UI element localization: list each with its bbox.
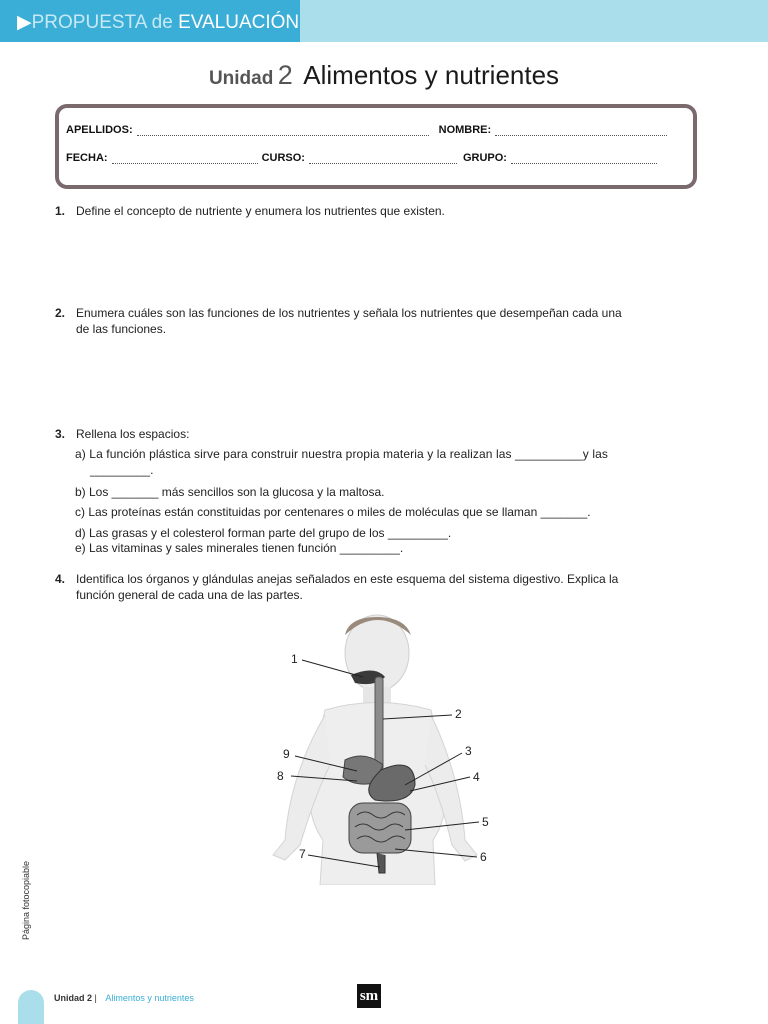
question-4 (55, 571, 705, 603)
fecha-label: FECHA: (66, 152, 108, 164)
diagram-label-8: 8 (277, 769, 284, 783)
nombre-label: NOMBRE: (438, 124, 492, 136)
question-number: 1. (55, 204, 66, 218)
grupo-field[interactable] (511, 153, 657, 164)
info-row-2 (66, 152, 661, 164)
fill-item-d: d) Las grasas y el colesterol forman parte del grupo de los _________. (75, 526, 452, 540)
unit-number: 2 (277, 60, 293, 90)
nombre-field[interactable] (495, 125, 667, 136)
diagram-label-3: 3 (465, 744, 472, 758)
footer-separator: | (94, 993, 97, 1003)
question-text: Define el concepto de nutriente y enumera los nutrientes que existen. (76, 204, 445, 218)
footer (54, 993, 194, 1003)
student-info-box (55, 104, 697, 189)
section-title (17, 11, 299, 35)
question-text-continued: función general de cada una de las partes. (76, 588, 303, 602)
diagram-label-5: 5 (482, 815, 489, 829)
question-text-continued: de las funciones. (76, 322, 167, 336)
question-number: 3. (55, 427, 66, 441)
question-number: 2. (55, 306, 66, 320)
diagram-label-1: 1 (291, 652, 298, 666)
question-3 (55, 426, 695, 442)
banner-word-evaluacion: EVALUACIÓN (178, 12, 300, 33)
fill-item-a-continued: _________. (90, 463, 154, 477)
fill-item-c: c) Las proteínas están constituidas por centenares o miles de moléculas que se llaman _______. (75, 505, 591, 519)
fill-item-a: a) La función plástica sirve para construir nuestra propia materia y la realizan las __________y las (75, 447, 608, 461)
curso-label: CURSO: (261, 152, 305, 164)
fill-item-b: b) Los _______ más sencillos son la glucosa y la maltosa. (75, 485, 385, 499)
unit-title: Alimentos y nutrientes (303, 60, 560, 90)
digestive-organs (343, 670, 415, 873)
question-number: 4. (55, 572, 66, 586)
apellidos-field[interactable] (137, 125, 429, 136)
question-1 (55, 203, 695, 219)
banner-word-propuesta: PROPUESTA (31, 12, 147, 33)
grupo-label: GRUPO: (462, 152, 507, 164)
question-text: Enumera cuáles son las funciones de los nutrientes y señala los nutrientes que desempeñan cada una (76, 306, 622, 320)
diagram-label-4: 4 (473, 770, 480, 784)
photocopiable-note: Página fotocopiable (21, 860, 31, 940)
question-text: Identifica los órganos y glándulas anejas señalados en este esquema del sistema digestivo. Explica la (76, 572, 619, 586)
unit-word: Unidad (208, 68, 274, 89)
question-2 (55, 305, 705, 337)
fecha-field[interactable] (112, 153, 258, 164)
publisher-logo: sm (357, 984, 381, 1008)
diagram-label-6: 6 (480, 850, 487, 864)
banner-word-de: de (151, 12, 173, 33)
footer-tab (18, 990, 44, 1024)
fill-item-e: e) Las vitaminas y sales minerales tienen función _________. (75, 541, 404, 555)
info-row-1 (66, 124, 671, 136)
apellidos-label: APELLIDOS: (66, 124, 133, 136)
diagram-label-7: 7 (299, 847, 306, 861)
question-text: Rellena los espacios: (76, 427, 190, 441)
curso-field[interactable] (309, 153, 457, 164)
page-title (0, 60, 768, 91)
play-icon: ▶ (17, 12, 32, 33)
diagram-label-9: 9 (283, 747, 290, 761)
footer-title: Alimentos y nutrientes (105, 993, 194, 1003)
footer-unit: Unidad 2 (54, 993, 93, 1003)
digestive-system-diagram (245, 605, 505, 885)
diagram-label-2: 2 (455, 707, 462, 721)
